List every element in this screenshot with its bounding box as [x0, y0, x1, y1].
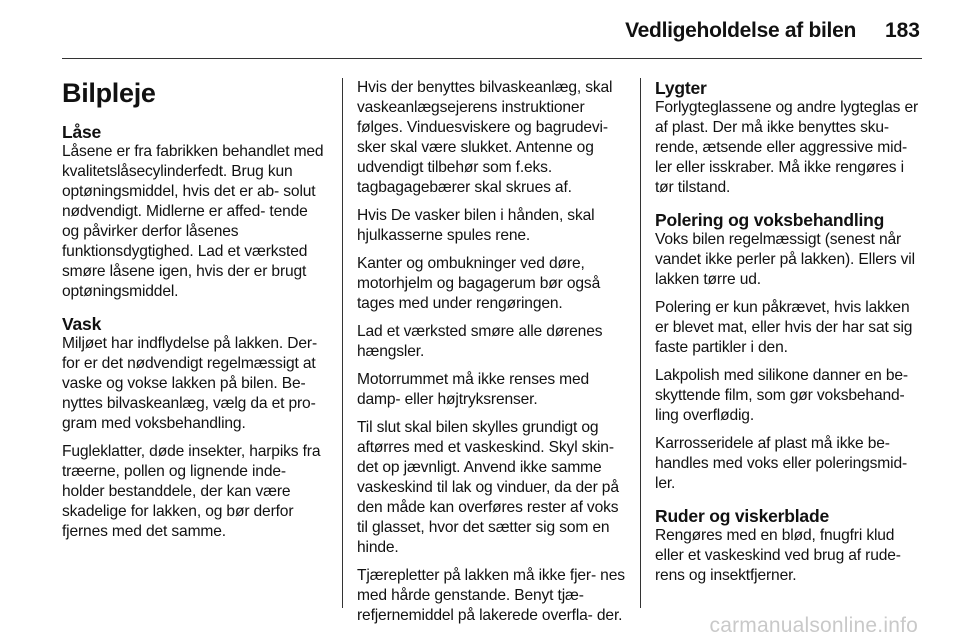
- section-laase: [62, 122, 328, 302]
- page-number: 183: [884, 19, 920, 42]
- page-header: [0, 0, 960, 60]
- column-left: [62, 78, 328, 554]
- paragraph: Hvis der benyttes bilvaskeanlæg, skal vaskeanlægsejerens instruktioner følges. Vinduesviskere og bagrudevi- sker skal være slukket. Antenne og udvendigt tilbehør som f.eks. tagbagagebærer skal skrues af.: [357, 79, 613, 196]
- section-vask: [62, 314, 328, 542]
- chapter-title: Vedligeholdelse af bilen: [625, 19, 856, 42]
- column-right: [655, 78, 923, 598]
- watermark: carmanualsonline.info: [709, 614, 918, 637]
- paragraph: Tjærepletter på lakken må ikke fjer- nes med hårde genstande. Benyt tjæ- refjernemiddel på lakerede overfla- der.: [357, 567, 625, 624]
- paragraph: Forlygteglassene og andre lygteglas er af plast. Der må ikke benyttes sku- rende, ætsende eller aggressive mid- ler eller isskraber. Må ikke rengøres i tør tilstand.: [655, 99, 919, 196]
- section-heading: Polering og voksbehandling: [655, 210, 885, 230]
- section-ruder: [655, 506, 923, 586]
- paragraph: Låsene er fra fabrikken behandlet med kvalitetslåsecylinderfedt. Brug kun optøningsmiddel, hvis det er ab- solut nødvendigt. Midlerne er affed- tende og påvirker derfor låsenes funktionsdygtighed. Lad et værksted smøre låsene igen, hvis der er brugt optøningsmiddel.: [62, 143, 324, 300]
- page-title: Bilpleje: [62, 78, 156, 108]
- paragraph: Rengøres med en blød, fnugfri klud eller et vaskeskind ved brug af rude- rens og insektfjerner.: [655, 527, 901, 584]
- section-heading: Vask: [62, 314, 102, 334]
- section-polering: [655, 210, 923, 494]
- column-middle: [357, 78, 627, 634]
- paragraph: Lad et værksted smøre alle dørenes hængsler.: [357, 323, 603, 360]
- paragraph: Miljøet har indflydelse på lakken. Der- for er det nødvendigt regelmæssigt at vaske og vokse lakken på bilen. Be- nyttes bilvaskeanlæg, vælg da et pro- gram med voksbehandling.: [62, 335, 318, 432]
- paragraph: Motorrummet må ikke renses med damp- eller højtryksrenser.: [357, 371, 590, 408]
- paragraph: Til slut skal bilen skylles grundigt og aftørres med et vaskeskind. Skyl skin- det op jævnligt. Anvend ikke samme vaskeskind til lak og vinduer, da der på den måde kan overføres rester af voks til glasset, hvor det sætter sig som en hinde.: [357, 419, 619, 556]
- paragraph: Fugleklatter, døde insekter, harpiks fra træerne, pollen og lignende inde- holder bestanddele, der kan være skadelige for lakken, og bør derfor fjernes med det samme.: [62, 443, 321, 540]
- section-lygter: [655, 78, 923, 198]
- paragraph: Hvis De vasker bilen i hånden, skal hjulkasserne spules rene.: [357, 207, 595, 244]
- column-divider: [342, 78, 343, 608]
- paragraph: Voks bilen regelmæssigt (senest når vandet ikke perler på lakken). Ellers vil lakken tørre ud.: [655, 231, 915, 288]
- paragraph: Polering er kun påkrævet, hvis lakken er blevet mat, eller hvis der har sat sig faste partikler i den.: [655, 299, 913, 356]
- paragraph: Lakpolish med silikone danner en be- skyttende film, som gør voksbehand- ling overflødig.: [655, 367, 908, 424]
- section-heading: Lygter: [655, 78, 707, 98]
- column-divider: [640, 78, 641, 608]
- paragraph: Karrosseridele af plast må ikke be- handles med voks eller poleringsmid- ler.: [655, 435, 908, 492]
- header-divider: [62, 58, 922, 59]
- section-heading: Låse: [62, 122, 102, 142]
- section-heading: Ruder og viskerblade: [655, 506, 829, 526]
- paragraph: Kanter og ombukninger ved døre, motorhjelm og bagagerum bør også tages med under rengøringen.: [357, 255, 601, 312]
